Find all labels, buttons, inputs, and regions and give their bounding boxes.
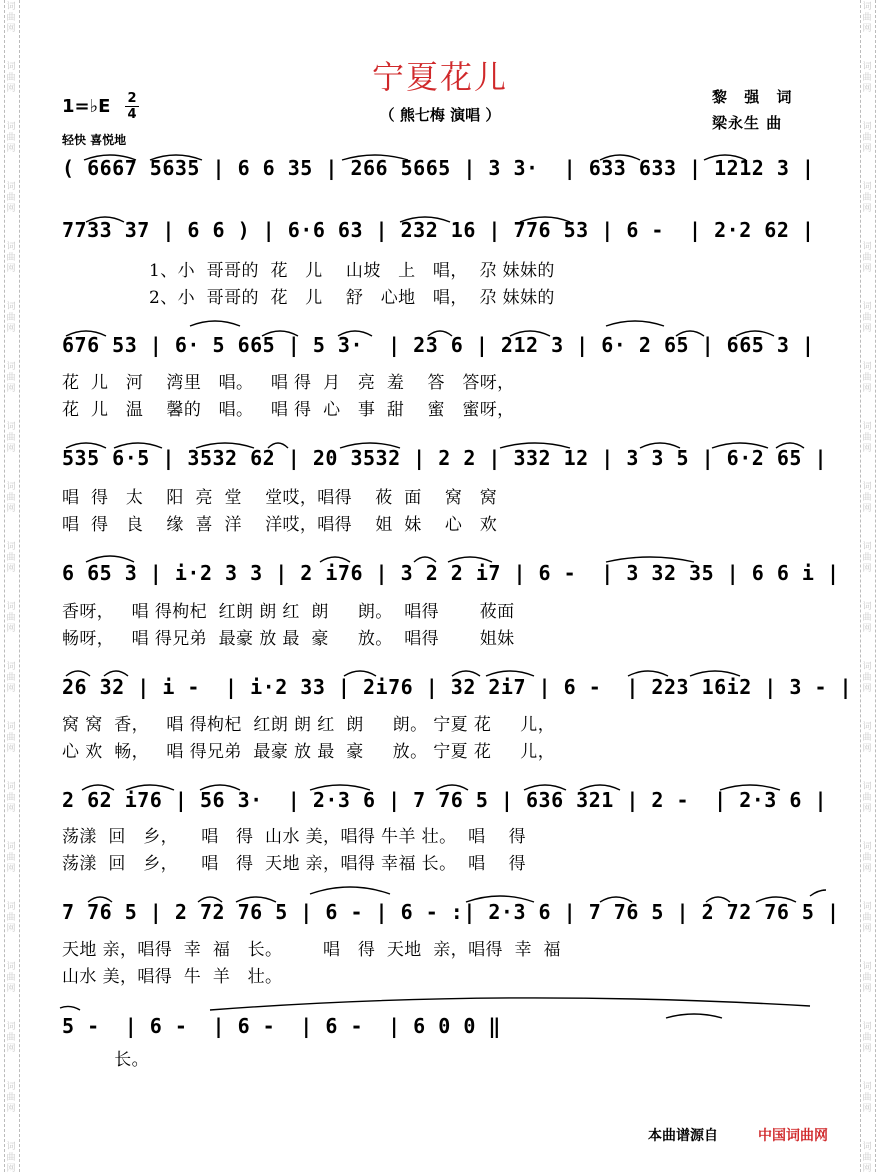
watermark-mark: 词 曲 网 xyxy=(862,1142,872,1174)
watermark-mark: 词 曲 网 xyxy=(6,362,16,394)
watermark-mark: 词 曲 网 xyxy=(6,182,16,214)
performer-line: （ 熊七梅 演唱 ） xyxy=(379,106,501,124)
lyric-line-7-verse-2: 荡漾 回 乡， 唱 得 天地 亲，唱得 幸福 长。 唱 得 xyxy=(62,854,527,874)
watermark-mark: 词 曲 网 xyxy=(6,662,16,694)
lyric-line-2-verse-2: 2、小 哥哥的 花 儿 舒 心地 唱， 尕 妹妹的 xyxy=(62,288,555,308)
time-signature-bottom: 4 xyxy=(127,107,137,122)
notation-line-8: 7 76 5 | 2 72 76 5 | 6 - | 6 - :| 2·3 6 | 7 76 5 | 2 72 76 5 | xyxy=(62,900,840,924)
composer-credit: 梁永生 曲 xyxy=(712,114,783,132)
lyric-line-8-verse-2: 山水 美，唱得 牛 羊 壮。 xyxy=(62,967,283,987)
watermark-mark: 词 曲 网 xyxy=(6,842,16,874)
watermark-mark: 词 曲 网 xyxy=(862,242,872,274)
footer-source-label: 本曲谱源自 xyxy=(648,1128,718,1144)
watermark-mark: 词 曲 网 xyxy=(6,302,16,334)
watermark-mark: 词 曲 网 xyxy=(6,1022,16,1054)
watermark-mark: 词 曲 网 xyxy=(862,842,872,874)
time-signature-top: 2 xyxy=(127,91,137,106)
watermark-mark: 词 曲 网 xyxy=(6,422,16,454)
watermark-mark: 词 曲 网 xyxy=(862,722,872,754)
watermark-mark: 词 曲 网 xyxy=(862,182,872,214)
watermark-mark: 词 曲 网 xyxy=(862,1082,872,1114)
watermark-mark: 词 曲 网 xyxy=(862,542,872,574)
watermark-mark: 词 曲 网 xyxy=(862,122,872,154)
watermark-mark: 词 曲 网 xyxy=(6,602,16,634)
watermark-mark: 词 曲 网 xyxy=(862,62,872,94)
notation-line-7: 2 62 i76 | 56 3· | 2·3 6 | 7 76 5 | 636 321 | 2 - | 2·3 6 | xyxy=(62,788,828,812)
watermark-mark: 词 曲 网 xyxy=(6,962,16,994)
lyric-line-2-verse-1: 1、小 哥哥的 花 儿 山坡 上 唱， 尕 妹妹的 xyxy=(62,261,555,281)
notation-line-5: 6 65 3 | i·2 3 3 | 2 i76 | 3 2 2 i7 | 6 - | 3 32 35 | 6 6 i | xyxy=(62,561,840,585)
song-title: 宁夏花儿 xyxy=(371,58,508,96)
watermark-mark: 词 曲 网 xyxy=(6,482,16,514)
watermark-mark: 词 曲 网 xyxy=(6,2,16,34)
watermark-mark: 词 曲 网 xyxy=(862,2,872,34)
watermark-mark: 词 曲 网 xyxy=(6,1142,16,1174)
lyric-line-5-verse-1: 香呀， 唱 得枸杞 红朗 朗 红 朗 朗。 唱得 莜面 xyxy=(62,602,515,622)
watermark-mark: 词 曲 网 xyxy=(862,782,872,814)
lyric-line-4-verse-2: 唱 得 良 缘 喜 洋 洋哎，唱得 姐 妹 心 欢 xyxy=(62,515,498,535)
notation-line-6: 26 32 | i - | i·2 33 | 2i76 | 32 2i7 | 6 - | 223 16i2 | 3 - | xyxy=(62,675,853,699)
watermark-mark: 词 曲 网 xyxy=(862,602,872,634)
watermark-mark: 词 曲 网 xyxy=(6,242,16,274)
lyric-line-3-verse-2: 花 儿 温 馨的 唱。 唱 得 心 事 甜 蜜 蜜呀， xyxy=(62,400,515,420)
lyric-line-4-verse-1: 唱 得 太 阳 亮 堂 堂哎，唱得 莜 面 窝 窝 xyxy=(62,488,498,508)
watermark-mark: 词 曲 网 xyxy=(6,902,16,934)
lyricist-credit: 黎 强 词 xyxy=(712,88,798,106)
watermark-mark: 词 曲 网 xyxy=(862,962,872,994)
watermark-mark: 词 曲 网 xyxy=(862,1022,872,1054)
notation-line-4: 535 6·5 | 3532 62 | 20 3532 | 2 2 | 332 12 | 3 3 5 | 6·2 65 | xyxy=(62,446,828,470)
notation-line-1: ( 6667 5635 | 6 6 35 | 266 5665 | 3 3· | 633 633 | 1212 3 | xyxy=(62,156,815,180)
lyric-line-6-verse-2: 心 欢 畅， 唱 得兄弟 最豪 放 最 豪 放。 宁夏 花 儿， xyxy=(62,742,556,762)
watermark-mark: 词 曲 网 xyxy=(862,902,872,934)
footer-site-link[interactable]: 中国词曲网 xyxy=(758,1128,828,1144)
lyric-line-3-verse-1: 花 儿 河 湾里 唱。 唱 得 月 亮 羞 答 答呀， xyxy=(62,373,515,393)
watermark-mark: 词 曲 网 xyxy=(6,782,16,814)
watermark-mark: 词 曲 网 xyxy=(6,1082,16,1114)
lyric-line-9-verse-1: 长。 xyxy=(62,1050,150,1070)
lyric-line-7-verse-1: 荡漾 回 乡， 唱 得 山水 美，唱得 牛羊 壮。 唱 得 xyxy=(62,827,527,847)
notation-line-9: 5 - | 6 - | 6 - | 6 - | 6 0 0 ‖ xyxy=(62,1014,501,1038)
watermark-mark: 词 曲 网 xyxy=(6,722,16,754)
watermark-mark: 词 曲 网 xyxy=(6,122,16,154)
watermark-mark: 词 曲 网 xyxy=(862,482,872,514)
notation-line-2: 7733 37 | 6 6 ) | 6·6 63 | 232 16 | 776 53 | 6 - | 2·2 62 | xyxy=(62,218,815,242)
watermark-mark: 词 曲 网 xyxy=(862,662,872,694)
lyric-line-6-verse-1: 窝 窝 香， 唱 得枸杞 红朗 朗 红 朗 朗。 宁夏 花 儿， xyxy=(62,715,556,735)
watermark-mark: 词 曲 网 xyxy=(862,302,872,334)
tempo-marking: 轻快 喜悦地 xyxy=(62,133,127,147)
watermark-mark: 词 曲 网 xyxy=(6,542,16,574)
notation-line-3: 676 53 | 6· 5 665 | 5 3· | 23 6 | 212 3 | 6· 2 65 | 665 3 | xyxy=(62,333,815,357)
lyric-line-8-verse-1: 天地 亲，唱得 幸 福 长。 唱 得 天地 亲，唱得 幸 福 xyxy=(62,940,561,960)
key-signature: 1=♭E xyxy=(62,96,111,117)
watermark-mark: 词 曲 网 xyxy=(6,62,16,94)
watermark-mark: 词 曲 网 xyxy=(862,362,872,394)
lyric-line-5-verse-2: 畅呀， 唱 得兄弟 最豪 放 最 豪 放。 唱得 姐妹 xyxy=(62,629,515,649)
watermark-mark: 词 曲 网 xyxy=(862,422,872,454)
